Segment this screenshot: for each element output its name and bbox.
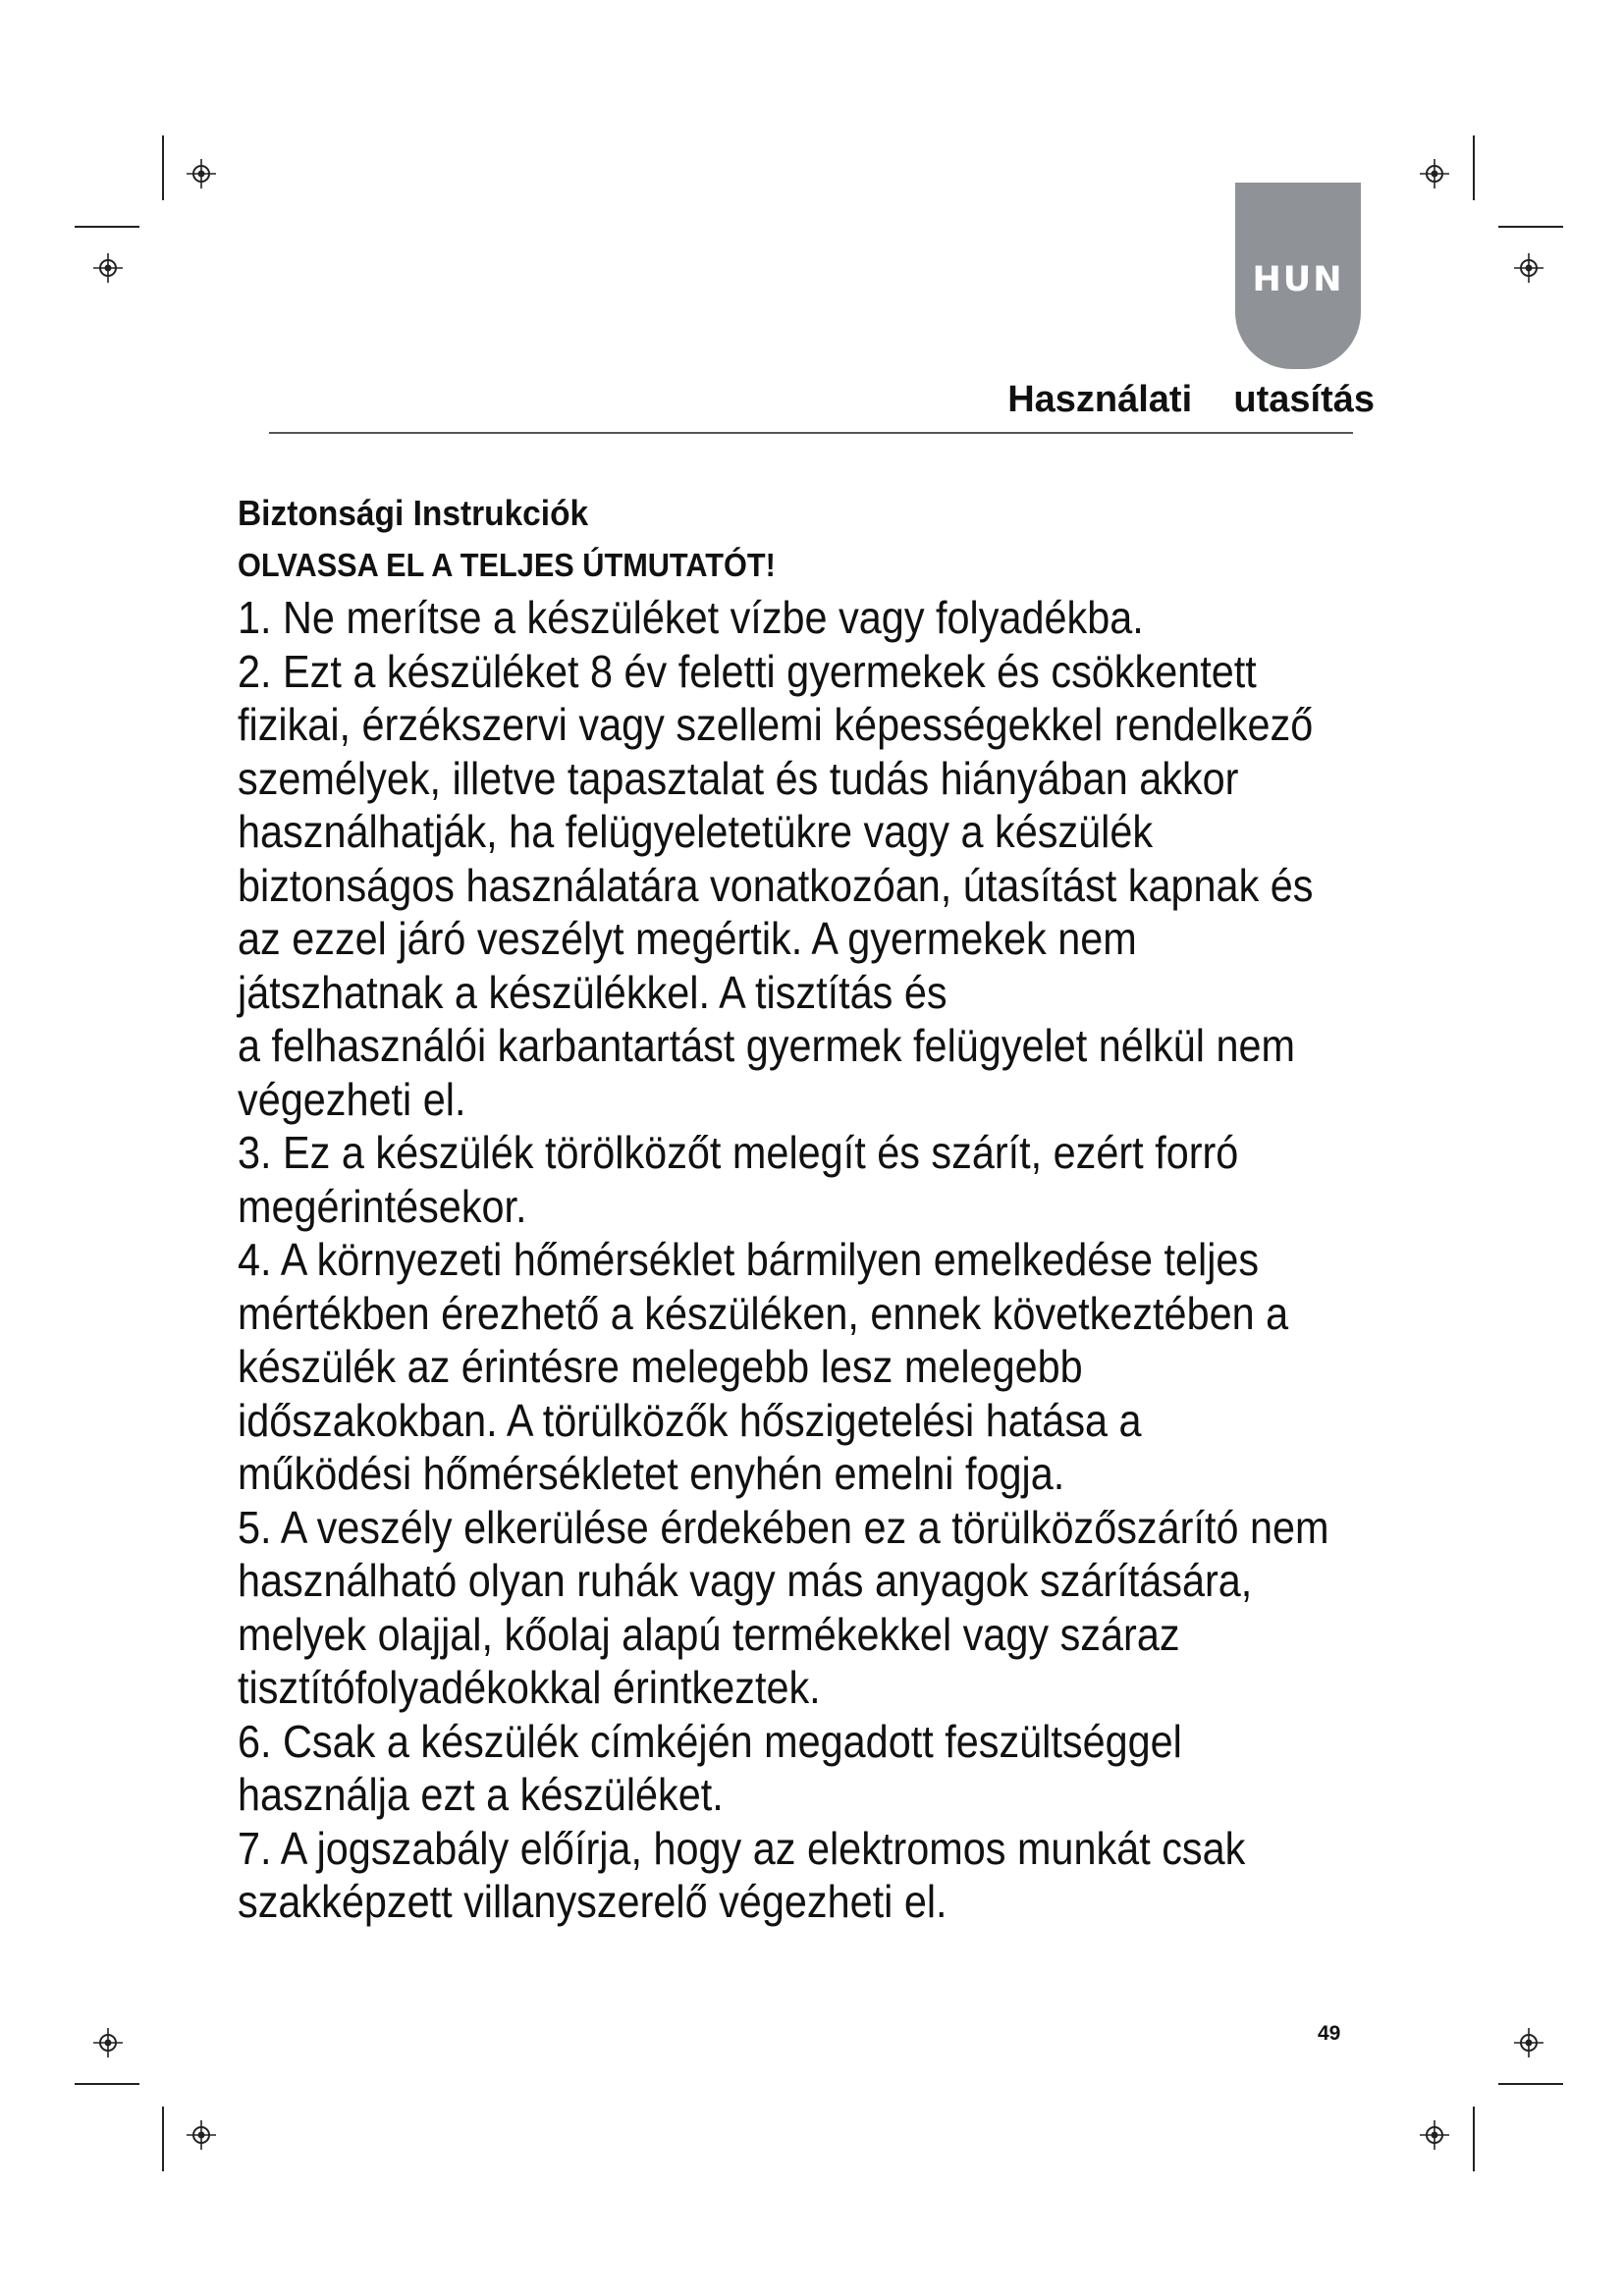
instruction-item-4: [238, 1233, 1448, 1501]
instruction-item-2: [238, 645, 1448, 1127]
instruction-line: 2. Ezt a készüléket 8 év feletti gyermekek és csökkentett: [238, 645, 1257, 697]
instruction-item-6: [238, 1715, 1448, 1822]
safety-instructions: [238, 489, 1445, 1929]
crop-line: [162, 2107, 164, 2171]
registration-mark-right-upper: [1514, 253, 1543, 283]
instruction-line: 4. A környezeti hőmérséklet bármilyen emelkedése teljes: [238, 1234, 1260, 1285]
instruction-item-5: [238, 1501, 1448, 1715]
instruction-line: megérintésekor.: [238, 1180, 527, 1232]
instruction-line: használhatják, ha felügyeletetükre vagy a készülék: [238, 806, 1154, 857]
instruction-line: játszhatnak a készülékkel. A tisztítás és: [238, 966, 947, 1018]
registration-mark-right-lower: [1514, 2028, 1543, 2057]
page-header-title: Használati utasítás: [1007, 379, 1375, 420]
instruction-line: tisztítófolyadékokkal érintkeztek.: [238, 1662, 821, 1713]
registration-mark-top-right: [1420, 159, 1449, 188]
instruction-line: 5. A veszély elkerülése érdekében ez a törülközőszárító nem: [238, 1501, 1329, 1553]
header-divider: [269, 432, 1353, 434]
language-tab-label: HUN: [1252, 260, 1344, 299]
instruction-list: [238, 591, 1445, 1929]
crop-line: [1473, 2107, 1475, 2171]
crop-line: [1498, 226, 1563, 228]
instruction-line: készülék az érintésre melegebb lesz melegebb: [238, 1341, 1083, 1392]
section-title: Biztonsági Instrukciók: [238, 493, 589, 533]
instruction-line: melyek olajjal, kőolaj alapú termékekkel vagy száraz: [238, 1608, 1180, 1660]
instruction-line: fizikai, érzékszervi vagy szellemi képességekkel rendelkező: [238, 699, 1314, 750]
instruction-line: szakképzett villanyszerelő végezheti el.: [238, 1876, 947, 1927]
crop-line: [1498, 2083, 1563, 2085]
registration-mark-bottom-right: [1420, 2120, 1449, 2150]
instruction-item-7: [238, 1822, 1448, 1929]
crop-line: [75, 226, 139, 228]
instruction-item-1: [238, 591, 1448, 645]
instruction-line: 6. Csak a készülék címkéjén megadott feszültséggel: [238, 1715, 1182, 1767]
instruction-line: biztonságos használatára vonatkozóan, útasítást kapnak és: [238, 859, 1314, 911]
language-tab: [1235, 183, 1361, 369]
crop-line: [162, 135, 164, 200]
instruction-line: 1. Ne merítse a készüléket vízbe vagy folyadékba.: [238, 592, 1144, 643]
instruction-line: 7. A jogszabály előírja, hogy az elektromos munkát csak: [238, 1822, 1246, 1874]
crop-line: [1473, 135, 1475, 200]
instruction-line: működési hőmérsékletet enyhén emelni fogja.: [238, 1448, 1065, 1499]
instruction-item-3: [238, 1126, 1448, 1233]
registration-mark-bottom-left: [187, 2120, 216, 2150]
instruction-line: időszakokban. A törülközők hőszigetelési hatása a: [238, 1394, 1142, 1446]
instruction-line: használja ezt a készüléket.: [238, 1769, 724, 1820]
crop-line: [75, 2083, 139, 2085]
instruction-line: mértékben érezhető a készüléken, ennek következtében a: [238, 1287, 1289, 1339]
instruction-line: személyek, illetve tapasztalat és tudás hiányában akkor: [238, 752, 1239, 804]
instruction-line: 3. Ez a készülék törölközőt melegít és szárít, ezért forró: [238, 1127, 1239, 1178]
registration-mark-left-lower: [93, 2028, 123, 2057]
instruction-line: végezheti el.: [238, 1073, 466, 1125]
page-number: 49: [1318, 2022, 1341, 2045]
registration-mark-left-upper: [93, 253, 123, 283]
instruction-line: a felhasználói karbantartást gyermek felügyelet nélkül nem: [238, 1020, 1295, 1071]
instruction-line: használható olyan ruhák vagy más anyagok szárítására,: [238, 1555, 1253, 1606]
registration-mark-top-left: [187, 159, 216, 188]
section-subtitle: OLVASSA EL A TELJES ÚTMUTATÓT!: [238, 547, 776, 583]
instruction-line: az ezzel járó veszélyt megértik. A gyermekek nem: [238, 913, 1137, 964]
